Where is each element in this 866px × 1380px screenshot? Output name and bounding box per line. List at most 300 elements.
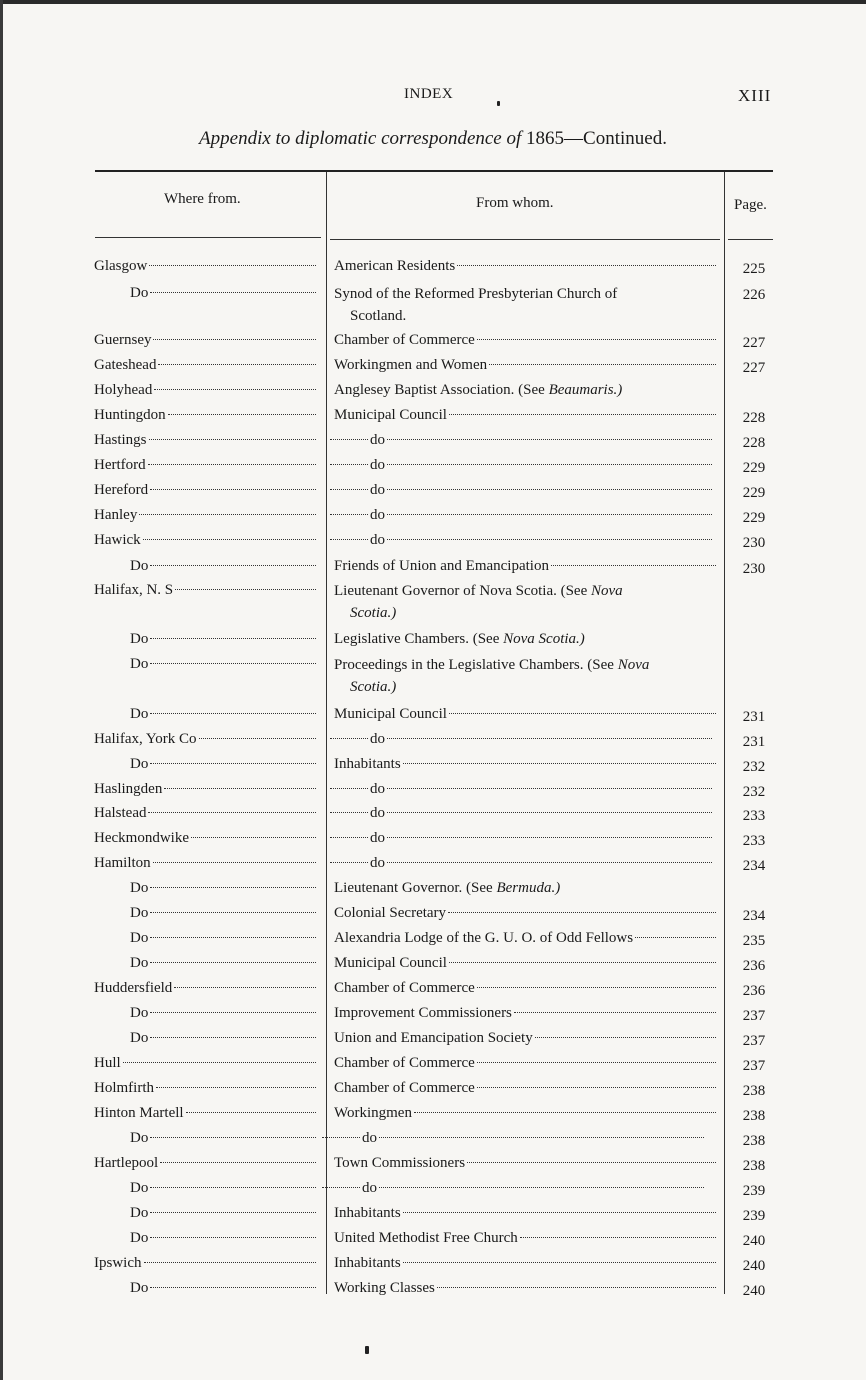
- table-row: [0, 903, 866, 928]
- dot-leader: [168, 414, 316, 415]
- from-whom-text: do: [370, 457, 385, 473]
- from-whom-cell: [334, 405, 718, 425]
- page-number-cell: 240: [742, 1283, 766, 1299]
- page-number-cell: 229: [742, 485, 766, 501]
- from-whom-cell: [334, 1153, 718, 1173]
- dot-leader: [150, 1037, 316, 1038]
- dot-leader: [387, 837, 712, 838]
- where-from-text: Heckmondwike: [94, 830, 189, 846]
- dot-leader: [551, 565, 716, 566]
- page-number-cell: 238: [742, 1158, 766, 1174]
- page-number-cell: 238: [742, 1108, 766, 1124]
- where-from-text: Gateshead: [94, 357, 157, 373]
- page-number-cell: 227: [742, 335, 766, 351]
- where-from-text: Hereford: [94, 482, 149, 498]
- page-number-cell: 230: [742, 561, 766, 577]
- header-rule-from: [330, 239, 720, 240]
- dot-leader: [150, 1237, 316, 1238]
- cross-reference: Bermuda.): [496, 880, 561, 896]
- dot-leader: [149, 439, 317, 440]
- where-from-text: Hawick: [94, 532, 141, 548]
- from-whom-continued: Scotland.: [350, 308, 407, 324]
- from-whom-text: do: [370, 781, 385, 797]
- from-whom-cell: [334, 330, 718, 350]
- table-row: [0, 1178, 866, 1203]
- dot-leader: [635, 937, 716, 938]
- where-from-cell: [94, 828, 318, 848]
- from-whom-cell: [334, 1053, 718, 1073]
- table-row: [0, 1153, 866, 1178]
- from-whom-cell: [334, 928, 718, 948]
- where-from-cell: [94, 405, 318, 425]
- dot-leader: [153, 339, 316, 340]
- where-from-text: Do: [130, 1180, 149, 1196]
- dot-leader: [387, 788, 712, 789]
- dot-leader: [153, 862, 316, 863]
- from-whom-cell: [334, 1228, 718, 1248]
- from-whom-cell: [334, 256, 718, 276]
- dot-leader: [150, 937, 316, 938]
- from-whom-text: Lieutenant Governor of Nova Scotia. (See: [334, 583, 588, 599]
- dot-leader: [150, 638, 316, 639]
- from-whom-text: Chamber of Commerce: [334, 980, 475, 996]
- page-number-cell: 236: [742, 958, 766, 974]
- dot-leader: [477, 1062, 716, 1063]
- where-from-cell: [94, 530, 318, 550]
- from-whom-cell: [334, 629, 718, 649]
- dot-leader: [156, 1087, 316, 1088]
- ditto-leader: [330, 788, 368, 789]
- dot-leader: [387, 489, 712, 490]
- where-from-text: Huntingdon: [94, 407, 166, 423]
- from-whom-cell: [334, 355, 718, 375]
- page-number-cell: 228: [742, 435, 766, 451]
- table-row: [0, 704, 866, 729]
- from-whom-cell: [334, 978, 718, 998]
- dot-leader: [150, 1012, 316, 1013]
- where-from-cell: [94, 580, 318, 600]
- from-whom-text: Inhabitants: [334, 1255, 401, 1271]
- from-whom-cell: [322, 1128, 706, 1148]
- from-whom-cell: [330, 853, 714, 873]
- ditto-leader: [330, 464, 368, 465]
- where-from-cell: [130, 1128, 318, 1148]
- dot-leader: [477, 987, 716, 988]
- dot-leader: [186, 1112, 316, 1113]
- from-whom-text: Municipal Council: [334, 706, 447, 722]
- from-whom-text: United Methodist Free Church: [334, 1230, 518, 1246]
- dot-leader: [148, 812, 316, 813]
- where-from-text: Do: [130, 1005, 149, 1021]
- table-row: [0, 530, 866, 555]
- dot-leader: [174, 987, 316, 988]
- where-from-cell: [130, 1178, 318, 1198]
- from-whom-text: Inhabitants: [334, 756, 401, 772]
- from-whom-cell: [330, 455, 714, 475]
- from-whom-cell: [330, 505, 714, 525]
- where-from-cell: [130, 283, 318, 303]
- from-whom-text: Chamber of Commerce: [334, 1055, 475, 1071]
- where-from-text: Haslingden: [94, 781, 163, 797]
- from-whom-cell: [334, 580, 718, 624]
- from-whom-text: do: [370, 805, 385, 821]
- dot-leader: [437, 1287, 716, 1288]
- where-from-cell: [94, 505, 318, 525]
- where-from-cell: [130, 654, 318, 674]
- where-from-text: Do: [130, 955, 149, 971]
- from-whom-text: Town Commissioners: [334, 1155, 466, 1171]
- dot-leader: [154, 389, 316, 390]
- where-from-cell: [130, 1003, 318, 1023]
- where-from-text: Hamilton: [94, 855, 151, 871]
- table-row: [0, 1003, 866, 1028]
- dot-leader: [150, 962, 316, 963]
- from-whom-text: Lieutenant Governor. (See: [334, 880, 493, 896]
- header-rule-where: [95, 237, 321, 238]
- cross-reference: Beaumaris.): [548, 382, 623, 398]
- from-whom-cell: [334, 1078, 718, 1098]
- page-number-cell: 230: [742, 535, 766, 551]
- page-number-cell: 234: [742, 908, 766, 924]
- table-row: [0, 1053, 866, 1078]
- from-whom-cell: [334, 556, 718, 576]
- where-from-text: Glasgow: [94, 258, 148, 274]
- where-from-cell: [94, 1253, 318, 1273]
- subtitle-year: 1865—Continued.: [526, 128, 667, 149]
- where-from-cell: [94, 455, 318, 475]
- table-row: [0, 1253, 866, 1278]
- page-number-cell: 229: [742, 510, 766, 526]
- from-whom-text: Union and Emancipation Society: [334, 1030, 533, 1046]
- where-from-text: Ipswich: [94, 1255, 142, 1271]
- from-whom-cell: [334, 654, 718, 698]
- cross-reference-continued: Scotia.): [350, 605, 397, 621]
- from-whom-text: Legislative Chambers. (See: [334, 631, 500, 647]
- where-from-text: Do: [130, 1130, 149, 1146]
- from-whom-cell: [330, 430, 714, 450]
- table-subtitle: [0, 128, 866, 150]
- column-header-from: From whom.: [476, 195, 554, 211]
- from-whom-cell: [334, 1103, 718, 1123]
- ditto-leader: [322, 1187, 360, 1188]
- from-whom-text: Municipal Council: [334, 407, 447, 423]
- dot-leader: [520, 1237, 716, 1238]
- running-head-page-number: XIII: [738, 86, 772, 105]
- dot-leader: [387, 862, 712, 863]
- page-number-cell: 231: [742, 709, 766, 725]
- page-number-cell: 239: [742, 1183, 766, 1199]
- from-whom-text: Inhabitants: [334, 1205, 401, 1221]
- page-number-cell: 238: [742, 1083, 766, 1099]
- page-number-cell: 238: [742, 1133, 766, 1149]
- where-from-text: Halifax, York Co: [94, 731, 197, 747]
- from-whom-text: Friends of Union and Emancipation: [334, 558, 549, 574]
- dot-leader: [387, 539, 712, 540]
- where-from-cell: [130, 556, 318, 576]
- from-whom-cell: [334, 903, 718, 923]
- table-row: [0, 853, 866, 878]
- header-rule-page: [728, 239, 773, 240]
- dot-leader: [150, 713, 316, 714]
- table-row: [0, 405, 866, 430]
- dot-leader: [150, 887, 316, 888]
- dot-leader: [403, 1262, 716, 1263]
- from-whom-cell: [330, 828, 714, 848]
- where-from-cell: [130, 953, 318, 973]
- dot-leader: [489, 364, 716, 365]
- dot-leader: [387, 812, 712, 813]
- table-row: [0, 754, 866, 779]
- page-number-cell: 235: [742, 933, 766, 949]
- dot-leader: [387, 464, 712, 465]
- table-row: [0, 1228, 866, 1253]
- from-whom-text: Proceedings in the Legislative Chambers. (See: [334, 657, 614, 673]
- table-row: [0, 828, 866, 853]
- table-row: [0, 580, 866, 621]
- from-whom-text: Alexandria Lodge of the G. U. O. of Odd Fellows: [334, 930, 634, 946]
- where-from-cell: [94, 779, 318, 799]
- table-row: [0, 556, 866, 581]
- table-row: [0, 283, 866, 324]
- dot-leader: [449, 713, 716, 714]
- table-row: [0, 878, 866, 903]
- table-row: [0, 256, 866, 281]
- from-whom-cell: [334, 1203, 718, 1223]
- dot-leader: [150, 565, 316, 566]
- where-from-cell: [130, 1228, 318, 1248]
- page-number-cell: 240: [742, 1258, 766, 1274]
- where-from-cell: [94, 1053, 318, 1073]
- where-from-cell: [130, 1028, 318, 1048]
- dot-leader: [150, 912, 316, 913]
- dot-leader: [449, 962, 716, 963]
- where-from-cell: [94, 1103, 318, 1123]
- table-row: [0, 1103, 866, 1128]
- dot-leader: [144, 1262, 317, 1263]
- page-edge-top: [0, 0, 866, 4]
- from-whom-cell: [334, 754, 718, 774]
- dot-leader: [150, 663, 316, 664]
- from-whom-text: do: [362, 1130, 377, 1146]
- where-from-cell: [94, 380, 318, 400]
- dot-leader: [457, 265, 716, 266]
- table-row: [0, 779, 866, 804]
- cross-reference: Nova: [591, 583, 623, 599]
- dot-leader: [164, 788, 316, 789]
- from-whom-text: do: [370, 482, 385, 498]
- dot-leader: [379, 1187, 704, 1188]
- page-number-cell: 239: [742, 1208, 766, 1224]
- cross-reference: Nova: [617, 657, 650, 673]
- ditto-leader: [330, 539, 368, 540]
- dot-leader: [150, 1212, 316, 1213]
- cross-reference-continued: Scotia.): [350, 679, 397, 695]
- from-whom-cell: [334, 704, 718, 724]
- from-whom-text: Colonial Secretary: [334, 905, 447, 921]
- ditto-leader: [330, 812, 368, 813]
- page-number-cell: 231: [742, 734, 766, 750]
- page-number-cell: 229: [742, 460, 766, 476]
- page-number-cell: 237: [742, 1058, 766, 1074]
- from-whom-text: do: [370, 731, 385, 747]
- where-from-cell: [130, 704, 318, 724]
- from-whom-cell: [330, 480, 714, 500]
- where-from-text: Do: [130, 1280, 149, 1296]
- ditto-leader: [322, 1137, 360, 1138]
- table-row: [0, 978, 866, 1003]
- where-from-cell: [130, 1203, 318, 1223]
- running-head-title: INDEX: [404, 86, 454, 102]
- table-row: [0, 455, 866, 480]
- table-row: [0, 803, 866, 828]
- table-row: [0, 505, 866, 530]
- page-number-cell: 234: [742, 858, 766, 874]
- from-whom-cell: [334, 283, 718, 327]
- where-from-text: Do: [130, 880, 149, 896]
- where-from-text: Holmfirth: [94, 1080, 154, 1096]
- ink-speck: [365, 1346, 369, 1354]
- dot-leader: [379, 1137, 704, 1138]
- where-from-text: Hull: [94, 1055, 121, 1071]
- from-whom-cell: [334, 380, 718, 400]
- page-number-cell: 228: [742, 410, 766, 426]
- dot-leader: [403, 1212, 716, 1213]
- from-whom-text: Workingmen: [334, 1105, 412, 1121]
- table-top-rule: [95, 170, 773, 172]
- where-from-cell: [130, 754, 318, 774]
- ditto-leader: [330, 738, 368, 739]
- where-from-text: Hanley: [94, 507, 138, 523]
- dot-leader: [150, 1287, 316, 1288]
- page-number-cell: 232: [742, 759, 766, 775]
- table-row: [0, 928, 866, 953]
- where-from-text: Do: [130, 1205, 149, 1221]
- where-from-text: Do: [130, 930, 149, 946]
- from-whom-cell: [330, 729, 714, 749]
- page-number-cell: 232: [742, 784, 766, 800]
- dot-leader: [139, 514, 316, 515]
- cross-reference: Nova Scotia.): [503, 631, 585, 647]
- dot-leader: [414, 1112, 716, 1113]
- table-row: [0, 729, 866, 754]
- dot-leader: [403, 763, 716, 764]
- table-row: [0, 953, 866, 978]
- where-from-cell: [130, 629, 318, 649]
- dot-leader: [387, 514, 712, 515]
- page-number-cell: 227: [742, 360, 766, 376]
- table-row: [0, 480, 866, 505]
- page-number-cell: 225: [742, 261, 766, 277]
- where-from-cell: [94, 803, 318, 823]
- page-number-cell: 240: [742, 1233, 766, 1249]
- dot-leader: [123, 1062, 316, 1063]
- table-row: [0, 1078, 866, 1103]
- where-from-text: Do: [130, 285, 149, 301]
- where-from-text: Do: [130, 1230, 149, 1246]
- where-from-cell: [130, 878, 318, 898]
- from-whom-text: Working Classes: [334, 1280, 435, 1296]
- where-from-text: Holyhead: [94, 382, 153, 398]
- dot-leader: [535, 1037, 716, 1038]
- where-from-text: Do: [130, 905, 149, 921]
- from-whom-cell: [334, 878, 718, 898]
- from-whom-text: do: [362, 1180, 377, 1196]
- where-from-text: Do: [130, 631, 149, 647]
- dot-leader: [175, 589, 316, 590]
- where-from-text: Halifax, N. S: [94, 582, 174, 598]
- from-whom-cell: [334, 953, 718, 973]
- dot-leader: [150, 489, 316, 490]
- dot-leader: [448, 912, 716, 913]
- where-from-cell: [94, 1153, 318, 1173]
- table-row: [0, 1278, 866, 1303]
- ditto-leader: [330, 862, 368, 863]
- dot-leader: [467, 1162, 716, 1163]
- page-number-cell: 233: [742, 833, 766, 849]
- dot-leader: [150, 1137, 316, 1138]
- ink-speck: [497, 101, 500, 106]
- from-whom-cell: [330, 779, 714, 799]
- table-row: [0, 1028, 866, 1053]
- table-row: [0, 629, 866, 654]
- from-whom-cell: [330, 803, 714, 823]
- where-from-cell: [130, 928, 318, 948]
- where-from-text: Do: [130, 756, 149, 772]
- where-from-cell: [94, 1078, 318, 1098]
- where-from-text: Halstead: [94, 805, 147, 821]
- dot-leader: [199, 738, 316, 739]
- dot-leader: [514, 1012, 716, 1013]
- where-from-cell: [94, 729, 318, 749]
- from-whom-cell: [330, 530, 714, 550]
- page-number-cell: 236: [742, 983, 766, 999]
- from-whom-cell: [334, 1028, 718, 1048]
- where-from-cell: [94, 480, 318, 500]
- from-whom-text: do: [370, 532, 385, 548]
- where-from-cell: [94, 355, 318, 375]
- where-from-text: Hertford: [94, 457, 146, 473]
- dot-leader: [150, 763, 316, 764]
- from-whom-cell: [334, 1003, 718, 1023]
- dot-leader: [449, 414, 716, 415]
- ditto-leader: [330, 489, 368, 490]
- dot-leader: [191, 837, 316, 838]
- dot-leader: [477, 1087, 716, 1088]
- from-whom-cell: [322, 1178, 706, 1198]
- dot-leader: [387, 439, 712, 440]
- table-row: [0, 330, 866, 355]
- table-row: [0, 380, 866, 405]
- dot-leader: [160, 1162, 316, 1163]
- from-whom-text: Chamber of Commerce: [334, 332, 475, 348]
- where-from-text: Do: [130, 558, 149, 574]
- dot-leader: [477, 339, 716, 340]
- from-whom-text: Synod of the Reformed Presbyterian Church of: [334, 286, 618, 302]
- from-whom-text: do: [370, 855, 385, 871]
- from-whom-text: American Residents: [334, 258, 456, 274]
- page-number-cell: 226: [742, 287, 766, 303]
- where-from-text: Hastings: [94, 432, 147, 448]
- dot-leader: [150, 292, 316, 293]
- from-whom-text: Improvement Commissioners: [334, 1005, 512, 1021]
- where-from-cell: [94, 256, 318, 276]
- from-whom-cell: [334, 1253, 718, 1273]
- table-row: [0, 1128, 866, 1153]
- where-from-cell: [94, 330, 318, 350]
- ditto-leader: [330, 439, 368, 440]
- where-from-text: Do: [130, 1030, 149, 1046]
- where-from-text: Hartlepool: [94, 1155, 159, 1171]
